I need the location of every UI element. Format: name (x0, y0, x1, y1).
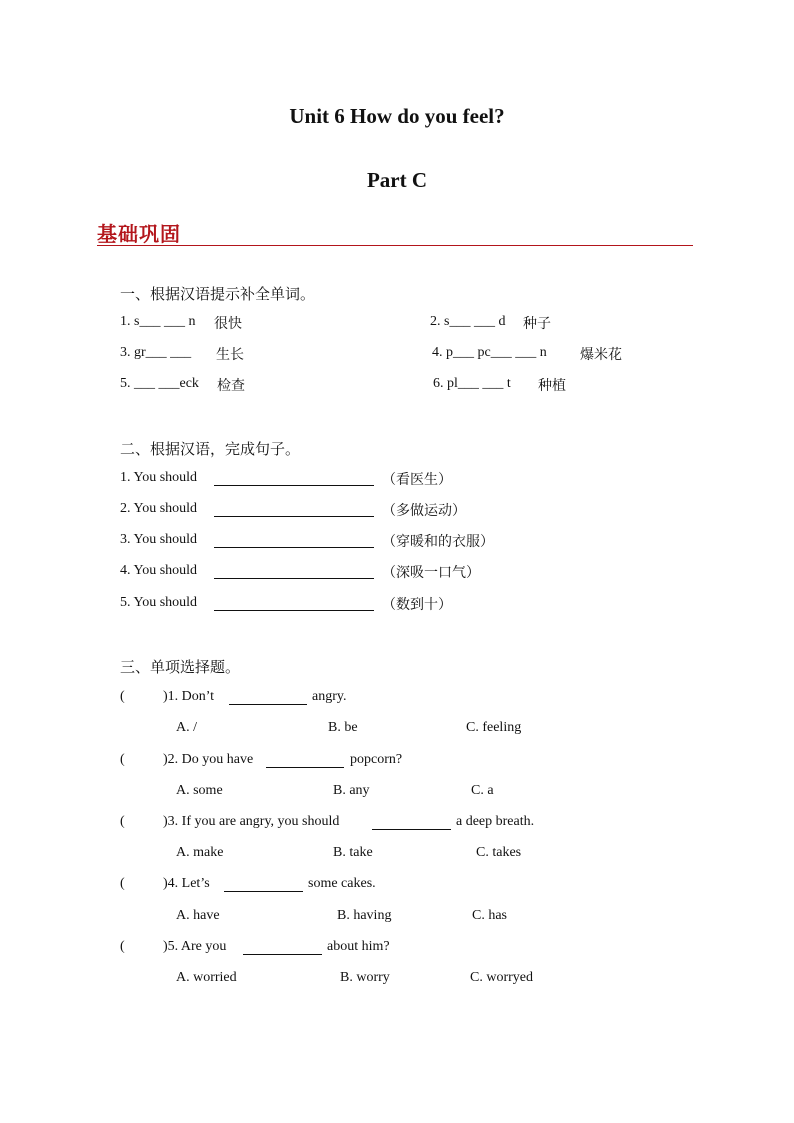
word-prompt: 3. gr___ ___ (120, 345, 192, 360)
option-b[interactable]: B. having (337, 908, 392, 923)
question-text-end: angry. (312, 689, 347, 704)
option-a[interactable]: A. have (176, 908, 220, 923)
option-a[interactable]: A. make (176, 845, 224, 860)
sentence-start: 4. You should (120, 563, 198, 578)
question-text-end: popcorn? (350, 752, 403, 767)
sentence-start: 5. You should (120, 595, 198, 610)
answer-paren[interactable]: ( (120, 939, 125, 954)
page-title: Unit 6 How do you feel? (289, 104, 505, 128)
option-c[interactable]: C. feeling (466, 720, 522, 735)
chinese-hint: 爆米花 (580, 347, 622, 363)
chinese-hint: 很快 (214, 316, 242, 332)
section-banner: 基础巩固 (97, 222, 181, 246)
option-b[interactable]: B. take (333, 845, 373, 860)
chinese-hint: （数到十） (382, 597, 452, 613)
section1-heading: 一、根据汉语提示补全单词。 (120, 285, 316, 303)
answer-paren[interactable]: ( (120, 689, 125, 704)
answer-blank[interactable] (214, 534, 374, 548)
section3-heading: 三、单项选择题。 (120, 658, 241, 676)
chinese-hint: （看医生） (382, 472, 452, 488)
section2-heading: 二、根据汉语，完成句子。 (120, 440, 301, 458)
option-b[interactable]: B. be (328, 720, 358, 735)
answer-blank[interactable] (214, 472, 374, 486)
option-c[interactable]: C. worryed (470, 970, 533, 985)
question-text-end: some cakes. (308, 876, 376, 891)
option-b[interactable]: B. worry (340, 970, 390, 985)
answer-blank[interactable] (266, 754, 344, 768)
sentence-start: 2. You should (120, 501, 198, 516)
answer-paren[interactable]: ( (120, 752, 125, 767)
chinese-hint: （穿暖和的衣服） (382, 534, 494, 550)
word-prompt: 4. p___ pc___ ___ n (432, 345, 547, 360)
answer-blank[interactable] (229, 691, 307, 705)
answer-paren[interactable]: ( (120, 814, 125, 829)
answer-blank[interactable] (224, 878, 303, 892)
sentence-start: 1. You should (120, 470, 198, 485)
question-text: )5. Are you (163, 939, 227, 954)
chinese-hint: 生长 (216, 347, 244, 363)
option-c[interactable]: C. a (471, 783, 494, 798)
answer-paren[interactable]: ( (120, 876, 125, 891)
chinese-hint: （多做运动） (382, 503, 466, 519)
answer-blank[interactable] (243, 941, 322, 955)
chinese-hint: 种子 (523, 316, 551, 332)
option-a[interactable]: A. some (176, 783, 223, 798)
question-text: )2. Do you have (163, 752, 254, 767)
question-text: )3. If you are angry, you should (163, 814, 340, 829)
banner-divider (97, 245, 693, 246)
word-prompt: 2. s___ ___ d (430, 314, 506, 329)
answer-blank[interactable] (214, 503, 374, 517)
question-text: )4. Let’s (163, 876, 210, 891)
page-subtitle: Part C (366, 168, 428, 192)
chinese-hint: 种植 (538, 378, 566, 394)
option-c[interactable]: C. has (472, 908, 507, 923)
word-prompt: 6. pl___ ___ t (433, 376, 511, 391)
question-text: )1. Don’t (163, 689, 215, 704)
option-b[interactable]: B. any (333, 783, 370, 798)
question-text-end: about him? (327, 939, 390, 954)
question-text-end: a deep breath. (456, 814, 535, 829)
sentence-start: 3. You should (120, 532, 198, 547)
word-prompt: 1. s___ ___ n (120, 314, 196, 329)
word-prompt: 5. ___ ___eck (120, 376, 199, 391)
chinese-hint: （深吸一口气） (382, 565, 480, 581)
answer-blank[interactable] (214, 597, 374, 611)
answer-blank[interactable] (372, 816, 451, 830)
option-a[interactable]: A. worried (176, 970, 237, 985)
chinese-hint: 检查 (217, 378, 245, 394)
answer-blank[interactable] (214, 565, 374, 579)
option-a[interactable]: A. / (176, 720, 197, 735)
option-c[interactable]: C. takes (476, 845, 522, 860)
